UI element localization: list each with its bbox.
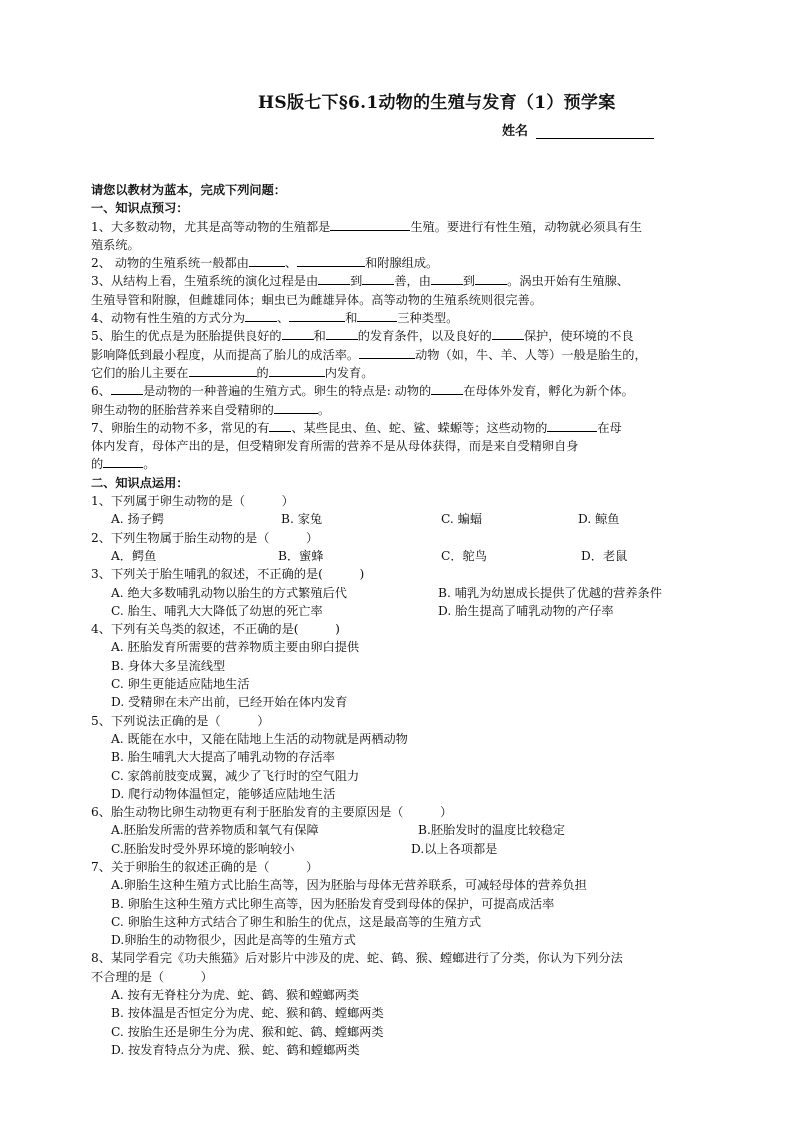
- page-title: HS版七下§6.1动物的生殖与发育（1）预学案: [258, 93, 616, 113]
- blank[interactable]: [326, 327, 358, 340]
- name-field-row: [502, 120, 654, 139]
- mc-q3-option-c[interactable]: C. 胎生、哺乳大大降低了幼崽的死亡率: [111, 603, 323, 618]
- preview-q7-line1: 7、卵胎生的动物不多，常见的有 、某些昆虫、鱼、蛇、鲨、蝾螈等；这些动物的 在母: [91, 420, 622, 435]
- mc-q5-option-d[interactable]: D. 爬行动物体温恒定，能够适应陆地生活: [111, 786, 336, 801]
- blank[interactable]: [330, 218, 410, 231]
- mc-q7-option-d[interactable]: D.卵胎生的动物很少，因此是高等的生殖方式: [111, 933, 356, 948]
- preview-q5-line1: 5、胎生的优点是为胚胎提供良好的 和 的发育条件，以及良好的 保护，使环境的不良: [91, 329, 634, 344]
- mc-q6-options-ab: [91, 821, 705, 839]
- mc-q4-option-c[interactable]: C. 卵生更能适应陆地生活: [111, 677, 250, 692]
- mc-q4-option-b[interactable]: B. 身体大多呈流线型: [111, 658, 226, 673]
- mc-q8-option-a[interactable]: A. 按有无脊柱分为虎、蛇、鹤、猴和螳螂两类: [111, 988, 360, 1003]
- mc-q7-option-c[interactable]: C. 卵胎生这种方式结合了卵生和胎生的优点，这是最高等的生殖方式: [111, 914, 482, 929]
- mc-q8-option-d[interactable]: D. 按发育特点分为虎、猴、蛇、鹤和螳螂两类: [111, 1042, 360, 1057]
- mc-q1-option-c[interactable]: C. 蝙蝠: [441, 512, 483, 527]
- mc-q4-option-a[interactable]: A. 胚胎发育所需要的营养物质主要由卵白提供: [111, 640, 360, 655]
- blank[interactable]: [475, 272, 507, 285]
- section-apply-heading: 二、知识点运用：: [91, 475, 189, 490]
- mc-q7-stem: 7、关于卵胎生的叙述正确的是（ ）: [91, 859, 319, 874]
- mc-q2-option-a[interactable]: A．鳄鱼: [111, 548, 157, 563]
- mc-q6-option-c[interactable]: C.胚胎发时受外界环境的影响较小: [111, 841, 295, 856]
- preview-q7-line2: 体内发育，母体产出的是，但受精卵发育所需的营养不是从母体获得，而是来自受精卵自身: [91, 439, 579, 454]
- blank[interactable]: [269, 364, 325, 377]
- blank[interactable]: [357, 309, 397, 322]
- mc-q1-option-a[interactable]: A. 扬子鳄: [111, 512, 165, 527]
- mc-q2-stem: 2、下列生物属于胎生动物的是（ ）: [91, 530, 319, 545]
- name-label: 姓名: [502, 124, 529, 139]
- mc-q8-option-b[interactable]: B. 按体温是否恒定分为虎、蛇、猴和鹤、螳螂两类: [111, 1006, 384, 1021]
- blank[interactable]: [249, 254, 285, 267]
- mc-q3-option-a[interactable]: A. 绝大多数哺乳动物以胎生的方式繁殖后代: [111, 585, 347, 600]
- mc-q1-stem: 1、下列属于卵生动物的是（ ）: [91, 494, 294, 509]
- preview-q6-line2: 卵生动物的胚胎营养来自受精卵的 。: [91, 402, 330, 417]
- mc-q2-option-b[interactable]: B．蜜蜂: [278, 548, 324, 563]
- mc-q2-option-d[interactable]: D．老鼠: [581, 548, 628, 563]
- preview-q4: 4、动物有性生殖的方式分为 、 和 三种类型。: [91, 311, 459, 326]
- preview-q7-line3: 的 。: [91, 457, 156, 472]
- preview-q1-line2: 殖系统。: [91, 237, 140, 252]
- preview-q2: 2、 动物的生殖系统一般都由 、 和附腺组成。: [91, 256, 439, 271]
- mc-q5-option-a[interactable]: A. 既能在水中，又能在陆地上生活的动物就是两栖动物: [111, 731, 408, 746]
- mc-q6-stem: 6、胎生动物比卵生动物更有利于胚胎发育的主要原因是（ ）: [91, 805, 453, 820]
- blank[interactable]: [318, 272, 350, 285]
- mc-q4-stem: 4、下列有关鸟类的叙述，不正确的是( ): [91, 622, 340, 637]
- mc-q3-stem: 3、下列关于胎生哺乳的叙述，不正确的是( ): [91, 567, 365, 582]
- mc-q4-option-d[interactable]: D. 受精卵在未产出前，已经开始在体内发育: [111, 695, 348, 710]
- mc-q8-stem-line1: 8、某同学看完《功夫熊猫》后对影片中涉及的虎、蛇、鹤、猴、螳螂进行了分类，你认为下列分法: [91, 951, 623, 966]
- mc-q3-options-cd: [91, 602, 705, 620]
- blank[interactable]: [269, 419, 291, 432]
- blank[interactable]: [245, 309, 277, 322]
- blank[interactable]: [274, 401, 318, 414]
- mc-q7-option-b[interactable]: B. 卵胎生这种生殖方式比卵生高等，因为胚胎发育受到母体的保护，可提高成活率: [111, 896, 555, 911]
- mc-q6-option-d[interactable]: D.以上各项都是: [411, 841, 498, 856]
- preview-q1-line1: 1、大多数动物，尤其是高等动物的生殖都是 生殖。要进行有性生殖，动物就必须具有生: [91, 219, 642, 234]
- name-blank[interactable]: [536, 125, 654, 139]
- blank[interactable]: [103, 455, 143, 468]
- blank[interactable]: [289, 309, 345, 322]
- mc-q2-options: [91, 547, 705, 565]
- mc-q8-option-c[interactable]: C. 按胎生还是卵生分为虎、猴和蛇、鹤、螳螂两类: [111, 1024, 384, 1039]
- mc-q8-stem-line2: 不合理的是（ ）: [91, 969, 213, 984]
- mc-q1-option-b[interactable]: B. 家兔: [281, 512, 323, 527]
- mc-q1-options: [91, 510, 705, 528]
- mc-q6-options-cd: [91, 840, 705, 858]
- blank[interactable]: [362, 272, 394, 285]
- mc-q1-option-d[interactable]: D. 鲸鱼: [578, 512, 620, 527]
- mc-q2-option-c[interactable]: C．鸵鸟: [441, 548, 487, 563]
- blank[interactable]: [431, 272, 463, 285]
- worksheet-content: [91, 181, 705, 1059]
- mc-q7-option-a[interactable]: A.卵胎生这种生殖方式比胎生高等，因为胚胎与母体无营养联系，可减轻母体的营养负担: [111, 878, 587, 893]
- preview-q5-line3: 它们的胎儿主要在 的 内发育。: [91, 365, 374, 380]
- mc-q3-option-d[interactable]: D. 胎生提高了哺乳动物的产仔率: [438, 603, 614, 618]
- preview-q6-line1: 6、 是动物的一种普遍的生殖方式。卵生的特点是: 动物的 在母体外发育，孵化为新个体。: [91, 384, 634, 399]
- mc-q6-option-b[interactable]: B.胚胎发时的温度比较稳定: [418, 823, 565, 838]
- preview-q3-line2: 生殖导管和附腺，但雌雄同体；蛔虫已为雌雄异体。高等动物的生殖系统则很完善。: [91, 292, 542, 307]
- blank[interactable]: [431, 382, 463, 395]
- blank[interactable]: [359, 346, 415, 359]
- blank[interactable]: [492, 327, 524, 340]
- mc-q3-option-b[interactable]: B. 哺乳为幼崽成长提供了优越的营养条件: [438, 585, 662, 600]
- blank[interactable]: [189, 364, 257, 377]
- preview-q5-line2: 影响降低到最小程度，从而提高了胎儿的成活率。 动物（如，牛、羊、人等）一般是胎生的，: [91, 347, 647, 362]
- mc-q6-option-a[interactable]: A.胚胎发所需的营养物质和氧气有保障: [111, 823, 319, 838]
- mc-q5-stem: 5、下列说法正确的是（ ）: [91, 713, 270, 728]
- mc-q3-options-ab: [91, 584, 705, 602]
- preview-q3-line1: 3、从结构上看，生殖系统的演化过程是由 到 善，由 到 。涡虫开始有生殖腺、: [91, 274, 629, 289]
- mc-q5-option-c[interactable]: C. 家鸽前肢变成翼，减少了飞行时的空气阻力: [111, 768, 360, 783]
- blank[interactable]: [282, 327, 314, 340]
- intro-text: 请您以教材为蓝本，完成下列问题：: [91, 183, 286, 197]
- section-preview-heading: 一、知识点预习：: [91, 201, 189, 216]
- mc-q5-option-b[interactable]: B. 胎生哺乳大大提高了哺乳动物的存活率: [111, 750, 335, 765]
- blank[interactable]: [297, 254, 365, 267]
- blank[interactable]: [547, 419, 597, 432]
- blank[interactable]: [111, 382, 143, 395]
